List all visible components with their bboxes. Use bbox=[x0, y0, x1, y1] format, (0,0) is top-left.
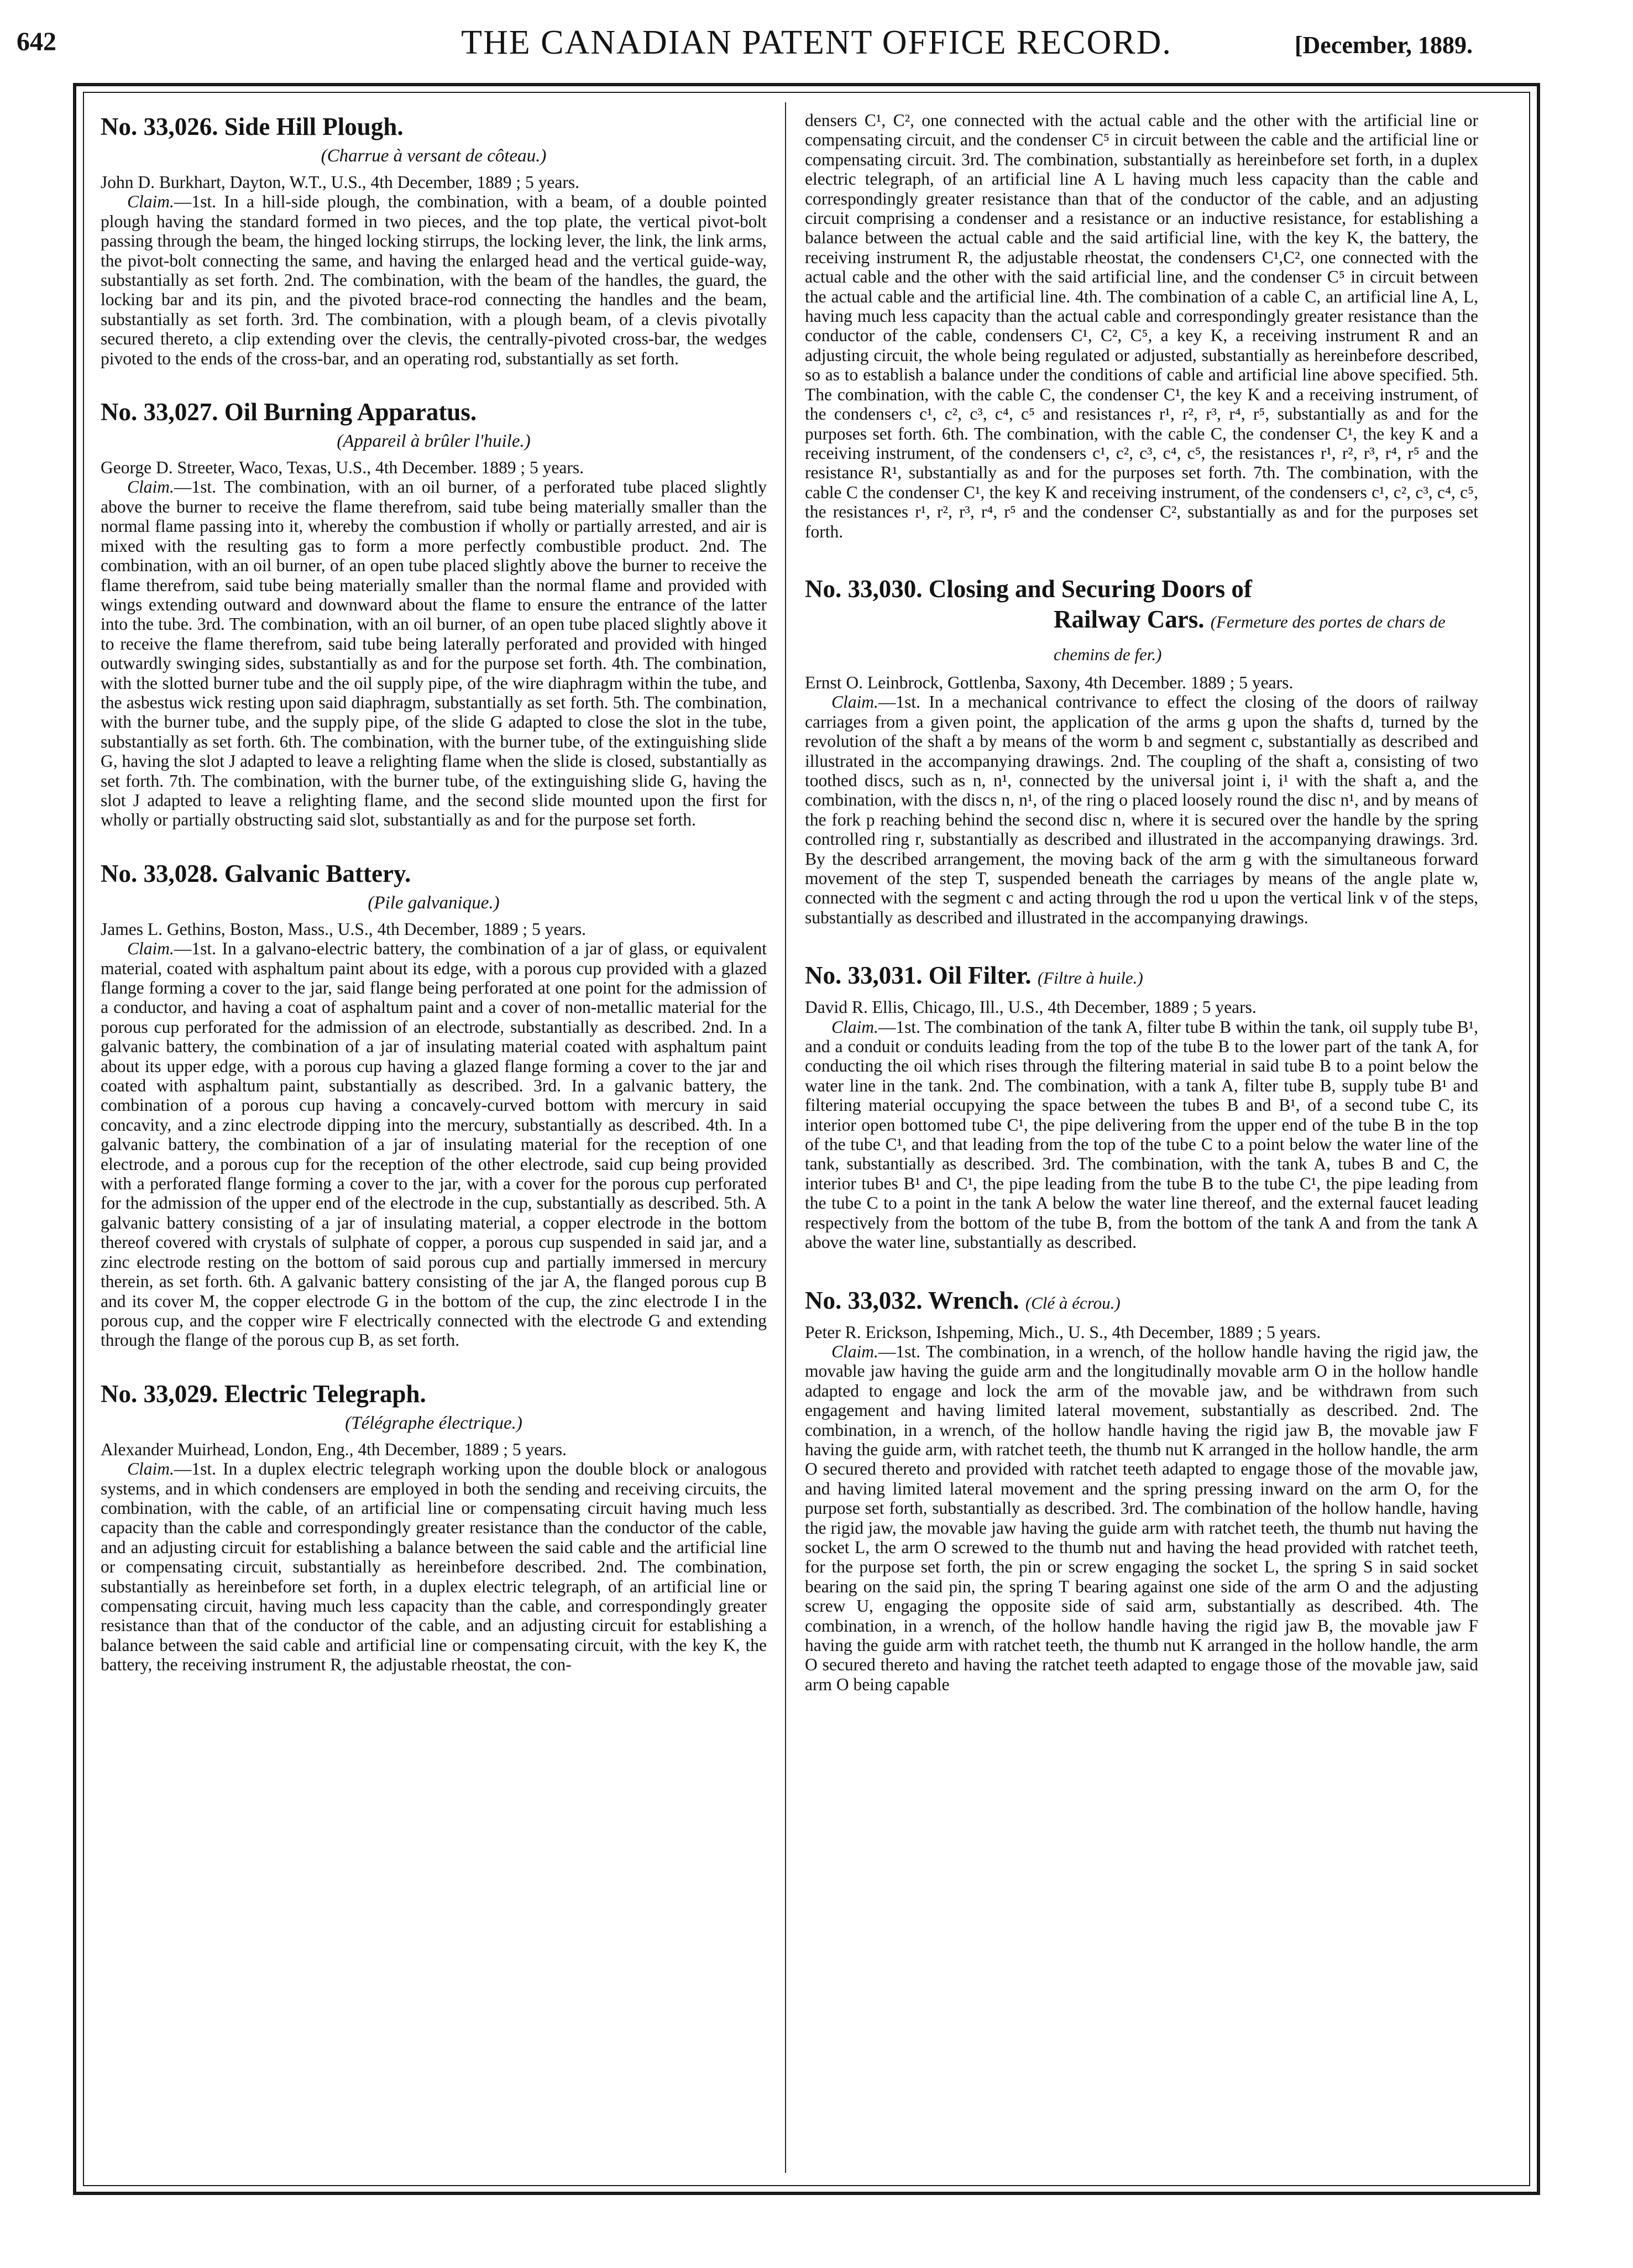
patent-entry-33030 bbox=[805, 573, 1478, 927]
page-number: 642 bbox=[17, 27, 56, 56]
claim-text: —1st. In a mechanical contrivance to effect the closing of the doors of railway carriages from a given point, the application of the arms g upon the shafts d, turned by the revolution of the shaft a by means of the worm b and segment c, substantially as described and illustrated in the accompanying drawings. 2nd. The coupling of the shaft a, consisting of two toothed discs, such as n, n¹, connected by the universal joint i, i¹ with the shaft a, and the combination, with the discs n, n¹, of the ring o placed loosely round the disc n¹, and by means of the fork p reaching behind the second disc n, where it is secured over the handle by the spring controlled ring r, substantially as described and illustrated in the accompanying drawings. 3rd. By the described arrangement, the moving back of the arm g with the simultaneous forward movement of the step T, suspended beneath the carriages by means of the angle plate w, connected with the segment c and acting through the rod u upon the vertical link v of the steps, substantially as described and illustrated in the accompanying drawings. bbox=[805, 692, 1478, 927]
patent-entry-33031 bbox=[805, 959, 1478, 1252]
patent-number: No. 33,028. bbox=[101, 859, 218, 887]
patent-inventor: Alexander Muirhead, London, Eng., 4th December, 1889 ; 5 years. bbox=[101, 1439, 567, 1459]
patent-french-title: (Filtre à huile.) bbox=[1037, 968, 1143, 988]
patent-title bbox=[101, 111, 767, 143]
patent-name: Wrench. bbox=[928, 1286, 1019, 1314]
patent-entry-33027 bbox=[101, 396, 767, 830]
patent-inventor: Ernst O. Leinbrock, Gottlenba, Saxony, 4th December. 1889 ; 5 years. bbox=[805, 672, 1294, 692]
right-column bbox=[805, 111, 1478, 2156]
patent-french-title: (Télégraphe électrique.) bbox=[345, 1413, 522, 1433]
patent-title bbox=[101, 396, 767, 428]
patent-title bbox=[805, 573, 1478, 604]
issue-date: [December, 1889. bbox=[1294, 32, 1473, 59]
claim-text: —1st. In a galvano-electric battery, the combination of a jar of glass, or equivalent material, coated with asphaltum paint about its edge, with a porous cup provided with a glazed flange forming a cover to the jar, said flange being perforated at one point for the admission of a conductor, and having a coat of asphaltum paint and a cover of non-metallic material for the porous cup perforated for the admission of an electrode, substantially as described. 2nd. In a galvanic battery, the combination of a jar of insulating material coated with asphaltum paint about its upper edge, with a porous cup having a glazed flange forming a cover to the jar and coated with asphaltum paint, substantially as described. 3rd. In a galvanic battery, the combination of a porous cup having a concavely-curved bottom with mercury in said concavity, and a zinc electrode dipping into the mercury, substantially as described. 4th. In a galvanic battery, the combination of a jar of insulating material for the reception of one electrode, and a porous cup for the reception of the other electrode, said cup being provided with a perforated flange forming a cover to the jar, with a cover for the porous cup perforated for the admission of the upper end of the electrode in the cup, substantially as described. 5th. A galvanic battery consisting of a jar of insulating material, a copper electrode in the bottom thereof covered with crystals of sulphate of copper, a porous cup suspended in said jar, and a zinc electrode resting on the bottom of said porous cup and partially immersed in mercury therein, as set forth. 6th. A galvanic battery consisting of the jar A, the flanged porous cup B and its cover M, the copper electrode G in the bottom of the cup, the zinc electrode I in the porous cup, and the copper wire F electrically connected with the electrode G and extending through the flange of the porous cup B, as set forth. bbox=[101, 939, 767, 1350]
patent-name-continued: Railway Cars. bbox=[1054, 605, 1205, 633]
patent-claim bbox=[805, 1342, 1478, 1694]
patent-claim bbox=[101, 939, 767, 1350]
patent-french-title: (Charrue à versant de côteau.) bbox=[321, 146, 547, 166]
patent-entry-33029 bbox=[101, 1378, 767, 1675]
patent-entry-33026 bbox=[101, 111, 767, 368]
claim-text: —1st. The combination, in a wrench, of the hollow handle having the rigid jaw, the movable jaw having the guide arm and the longitudinally movable arm O in the hollow handle adapted to engage and lock the arm of the movable jaw, and be withdrawn from such engagement and having limited lateral movement, substantially as described. 2nd. The combination, in a wrench, of the hollow handle having the rigid jaw B, the movable jaw F having the guide arm, with ratchet teeth, the thumb nut K arranged in the hollow handle, the arm O secured thereto and provided with ratchet teeth adapted to engage those of the movable jaw, and having limited lateral movement and the spring pressing inward on the arm O, for the purpose set forth, substantially as described. 3rd. The combination of the hollow handle, having the rigid jaw, the movable jaw having the guide arm with ratchet teeth, the thumb nut having the socket L, the arm O screwed to the thumb nut and having the head provided with ratchet teeth, for the purpose set forth, the pin or screw engaging the socket L, the spring S in said socket bearing on the said pin, the spring T bearing against one side of the arm O and the adjusting screw U, engaging the opposite side of said arm, substantially as described. 4th. The combination, in a wrench, of the hollow handle having the rigid jaw B, the movable jaw F having the guide arm with ratchet teeth, the thumb nut K arranged in the hollow handle, the arm O secured thereto and having the ratchet teeth adapted to engage those of the movable jaw, said arm O being capable bbox=[805, 1341, 1478, 1694]
patent-inventor: James L. Gethins, Boston, Mass., U.S., 4th December, 1889 ; 5 years. bbox=[101, 919, 587, 939]
page-header bbox=[0, 0, 1633, 61]
entry-spacer bbox=[101, 830, 767, 858]
patent-entry-33032 bbox=[805, 1284, 1478, 1695]
patent-inventor: Peter R. Erickson, Ishpeming, Mich., U. S., 4th December, 1889 ; 5 years. bbox=[805, 1322, 1321, 1342]
entry-spacer bbox=[805, 1252, 1478, 1284]
column-divider bbox=[785, 102, 786, 2173]
patent-claim bbox=[101, 477, 767, 829]
claim-text: —1st. The combination, with an oil burner, of a perforated tube placed slightly above the burner to receive the flame therefrom, said tube being materially smaller than the normal flame passing into it, whereby the combustion if wholly or partially arrested, and air is mixed with the resulting gas to form a more perfectly combustible product. 2nd. The combination, with an oil burner, of an open tube placed slightly above the burner to receive the flame therefrom, said tube being materially smaller than the normal flame and provided with wings extending outward and downward about the flame to ensure the entrance of the latter into the tube. 3rd. The combination, with an oil burner, of an open tube placed slightly above it to receive the flame therefrom, said tube being laterally perforated and provided with hinged outwardly swinging sides, substantially as and for the purpose set forth. 4th. The combination, with the slotted burner tube and the oil supply pipe, of the wire diaphragm within the tube, and the asbestus wick resting upon said diaphragm, substantially as set forth. 5th. The combination, with the burner tube, and the supply pipe, of the slide G adapted to close the slot in the tube, substantially as set forth. 6th. The combination, with the burner tube, of the extinguishing slide G, having the slot J adapted to leave a relighting flame when the slide is closed, substantially as set forth. 7th. The combination, with the burner tube, of the extinguishing slide G, having the slot J adapted to leave a relighting flame, and the second slide mounted upon the first for wholly or partially obstructing said slot, substantially as and for the purpose set forth. bbox=[101, 477, 767, 830]
claim-label: Claim. bbox=[127, 477, 174, 497]
patent-title bbox=[805, 959, 1478, 994]
left-column bbox=[101, 111, 767, 2156]
entry-spacer bbox=[805, 927, 1478, 959]
entry-spacer bbox=[101, 368, 767, 396]
patent-title-line-2 bbox=[1054, 604, 1478, 670]
patent-number: No. 33,031. bbox=[805, 961, 923, 990]
patent-number: No. 33,032. bbox=[805, 1286, 923, 1314]
patent-claim bbox=[805, 692, 1478, 927]
patent-name: Electric Telegraph. bbox=[224, 1379, 426, 1408]
claim-label: Claim. bbox=[831, 1341, 878, 1361]
claim-label: Claim. bbox=[831, 1017, 878, 1037]
claim-text: —1st. In a hill-side plough, the combination, with a beam, of a double pointed plough having the standard formed in two pieces, and the top plate, the vertical pivot-bolt passing through the beam, the hinged locking stirrups, the locking lever, the link, the link arms, the pivot-bolt connecting the same, and having the enlarged head and the vertical guide-way, substantially as set forth. 2nd. The combination, with the beam of the handles, the guard, the locking bar and its pin, and the pivoted brace-rod connecting the handles and the beam, substantially as set forth. 3rd. The combination, with a plough beam, of a clevis pivotally secured thereto, a clip extending over the clevis, the centrally-pivoted cross-bar, the wedges pivoted to the ends of the cross-bar, and an operating rod, substantially as set forth. bbox=[101, 192, 767, 368]
publication-title: THE CANADIAN PATENT OFFICE RECORD. bbox=[461, 24, 1172, 61]
patent-inventor: David R. Ellis, Chicago, Ill., U.S., 4th December, 1889 ; 5 years. bbox=[805, 997, 1257, 1017]
claim-label: Claim. bbox=[831, 692, 878, 712]
patent-inventor: John D. Burkhart, Dayton, W.T., U.S., 4th December, 1889 ; 5 years. bbox=[101, 173, 580, 192]
patent-french-title: (Appareil à brûler l'huile.) bbox=[337, 431, 531, 452]
patent-french-title: (Fermeture des portes de chars de chemins de fer.) bbox=[1054, 612, 1446, 664]
patent-name: Oil Burning Apparatus. bbox=[224, 398, 477, 426]
claim-text: —1st. In a duplex electric telegraph working upon the double block or analogous systems, and in which condensers are employed in both the sending and receiving circuits, the combination, with the cable, of an artificial line or compensating circuit having much less capacity than the cable and correspondingly greater resistance than the conductor of the cable, and an adjusting circuit for establishing a balance between the said cable and the artificial line or compensating circuit, substantially as hereinbefore described. 2nd. The combination, substantially as hereinbefore set forth, in a duplex electric telegraph, of an artificial line or compensating circuit, having much less capacity than the cable, and correspondingly greater resistance than that of the conductor of the cable, and an adjusting circuit for establishing a balance between the said cable and artificial line or compensating circuit, with the key K, the battery, the receiving instrument R, the adjustable rheostat, the con- bbox=[101, 1459, 767, 1675]
claim-label: Claim. bbox=[127, 939, 174, 959]
claim-continuation: densers C¹, C², one connected with the actual cable and the other with the artificial line or compensating circuit, and the condenser C⁵ in circuit between the cable and the artificial line or compensating circuit. 3rd. The combination, substantially as hereinbefore set forth, in a duplex electric telegraph, of an artificial line A L having much less capacity than the cable and correspondingly greater resistance than that of the conductor of the cable, and an adjusting circuit comprising a condenser and a resistance or an inductive resistance, for establishing a balance between the actual cable and the said artificial line, with the key K, the battery, the receiving instrument R, the adjustable rheostat, the condensers C¹,C², one connected with the actual cable and the other with the said artificial line, and the condenser C⁵ in circuit between the actual cable and the artificial line. 4th. The combination of a cable C, an artificial line A, L, having much less capacity than the actual cable and correspondingly greater resistance than the conductor of the cable, condensers C¹, C², C⁵, a key K, a receiving instrument R and an adjusting circuit, the whole being regulated or adjusted, substantially as hereinbefore described, so as to establish a balance under the conditions of cable and artificial line above specified. 5th. The combination, with the cable C, the condenser C¹, the key K and a receiving instrument, of the condensers c¹, c², c³, c⁴, c⁵ and resistances r¹, r², r³, r⁴, r⁵, substantially as and for the purposes set forth. 6th. The combination, with the cable C, the condenser C¹, the key K and a receiving instrument, of the condensers c¹, c², c³, c⁴, c⁵, the resistances r¹, r², r³, r⁴, r⁵ and the resistance R¹, substantially as and for the purposes set forth. 7th. The combination, with the cable C the condenser C¹, the key K and receiving instrument, of the condensers c¹, c², c³, c⁴, c⁵, the resistances r¹, r², r³, r⁴, r⁵ and the condenser C², substantially as and for the purposes set forth. bbox=[805, 111, 1478, 541]
patent-name: Closing and Securing Doors of bbox=[928, 574, 1252, 603]
patent-french-title: (Pile galvanique.) bbox=[368, 892, 500, 913]
patent-title bbox=[101, 1378, 767, 1410]
patent-claim bbox=[101, 192, 767, 368]
patent-name: Galvanic Battery. bbox=[224, 859, 411, 887]
patent-number: No. 33,026. bbox=[101, 113, 218, 140]
claim-text: —1st. The combination of the tank A, filter tube B within the tank, oil supply tube B¹, and a conduit or conduits leading from the top of the tube B to the lower part of the tank A, for conducting the oil which rises through the filtering material in said tube B to a point below the water line in the tank. 2nd. The combination, with a tank A, filter tube B, supply tube B¹ and filtering material occupying the space between the tubes B and B¹, of a second tube C, its interior open bottomed tube C¹, the pipe delivering from the upper end of the tube B in the top of the tube C¹, and that leading from the top of the tube C to a point below the water line of the tank, substantially as described. 3rd. The combination, with the tank A, tubes B and C, the interior tubes B¹ and C¹, the pipe leading from the tube B to the tube C¹, the pipe leading from the tube C to a point in the tank A below the water line thereof, and the external faucet leading respectively from the bottom of the tube B, from the bottom of the tank A and from the tank A above the water line, substantially as described. bbox=[805, 1017, 1478, 1252]
claim-label: Claim. bbox=[127, 192, 174, 212]
patent-number: No. 33,027. bbox=[101, 398, 218, 426]
patent-entry-33028 bbox=[101, 858, 767, 1350]
patent-french-title: (Clé à écrou.) bbox=[1025, 1293, 1121, 1313]
patent-claim bbox=[101, 1459, 767, 1674]
patent-inventor: George D. Streeter, Waco, Texas, U.S., 4th December. 1889 ; 5 years. bbox=[101, 458, 584, 478]
patent-title bbox=[101, 858, 767, 890]
claim-label: Claim. bbox=[127, 1459, 174, 1479]
entry-spacer bbox=[805, 541, 1478, 573]
patent-title bbox=[805, 1284, 1478, 1319]
patent-number: No. 33,030. bbox=[805, 574, 923, 603]
entry-spacer bbox=[101, 1350, 767, 1378]
patent-claim bbox=[805, 1017, 1478, 1252]
patent-name: Side Hill Plough. bbox=[224, 113, 404, 140]
patent-name: Oil Filter. bbox=[928, 961, 1032, 990]
patent-number: No. 33,029. bbox=[101, 1379, 218, 1408]
